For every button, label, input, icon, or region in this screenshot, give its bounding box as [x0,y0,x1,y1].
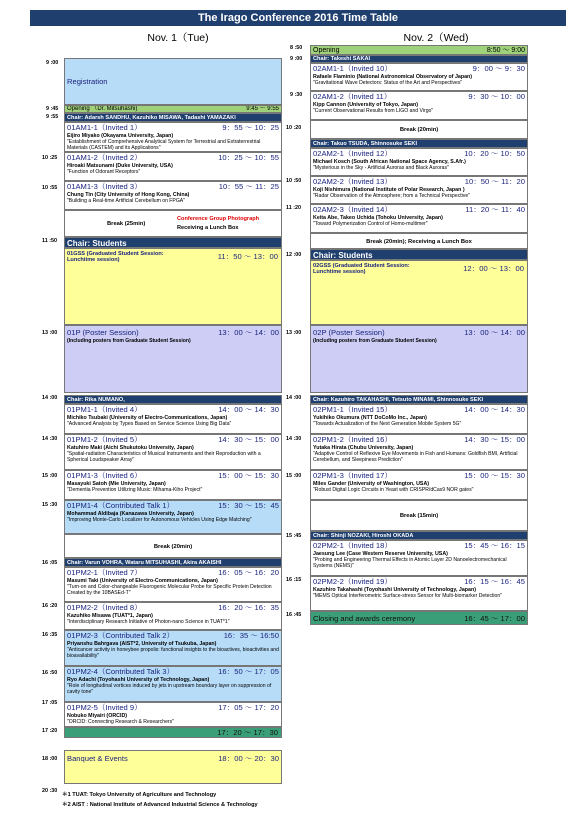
closing-block [310,611,528,625]
chair-bar: Chair: Takuo TSUDA, Shinnosuke SEKI [310,139,528,148]
lunchbox-label: Receiving a Lunch Box [177,225,239,231]
talk-time: 9：55 ～ 10：25 [222,123,279,132]
time-label: 10 :55 [42,185,58,191]
time-label: 15 :00 [286,473,302,479]
footnote-2: ＊2 AIST : National Institute of Advanced Industrial Science & Technology [62,802,258,808]
time-label: 16 :20 [42,603,58,609]
talk-02AM1-1 [310,63,528,91]
chair-bar: Chair: Rika NUMANO, [64,395,282,404]
talk-01PM1-2 [64,434,282,470]
speaker: Masumi Taki (University of Electro-Communications, Japan) [67,577,218,584]
time-label: 8 :50 [290,45,303,51]
talk-01PM2-3 [64,630,282,666]
talk-title: "Interdisciplinary Research Initiative of Photon-nano Science in TUAT*1" [67,618,230,625]
talk-02AM2-1 [310,148,528,176]
break-block: Break (20min) [64,534,282,558]
opening-time: 9:45 ～ 9:55 [246,106,279,112]
time-label: 10 :50 [286,178,302,184]
talk-02AM1-2 [310,91,528,120]
talk-time: 10：50 ～ 11：20 [464,177,525,186]
banquet-time: 18：00 ～ 20：30 [218,754,279,763]
talk-title: "Advanced Analysis by Types Based on Service Science Using Big Data" [67,420,232,427]
talk-title: "Role of longitudinal vortices induced by jets in upstream boundary layer on suppression of cavity tone" [67,682,272,695]
talk-time: 15：45 ～ 16：15 [464,541,525,550]
talk-title: "Function of Odorant Receptors" [67,168,141,175]
talk-title: "Building a Real-time Artificial Cerebellum on FPGA" [67,197,185,204]
time-label: 15 :30 [42,502,58,508]
poster-sub: (Including posters from Graduate Student Session) [313,337,437,344]
talk-01PM2-1 [64,567,282,602]
talk-02PM1-2 [310,434,528,470]
talk-id: 02PM2-2（Invited 19） [313,577,392,586]
talk-id: 01PM2-2（Invited 8） [67,603,142,612]
talk-title: "Spatial-radiation Characteristics of Musical Instruments and their Reproduction with a Spherical Loudspeaker Array" [67,450,261,463]
time-label: 16 :50 [42,670,58,676]
talk-id: 02PM1-2（Invited 16） [313,435,392,444]
talk-01PM1-4 [64,500,282,534]
talk-02AM2-2 [310,176,528,204]
speaker: Kipp Cannon (University of Tokyo, Japan) [313,101,418,108]
talk-time: 11：20 ～ 11：40 [465,205,525,214]
speaker: Hiroaki Matsunami (Duke University, USA) [67,162,173,169]
time-label: 16 :15 [286,577,302,583]
talk-title: "Mysterious in the Sky - Artificial Auroras and Black Auroras" [313,164,449,171]
talk-id: 01PM2-3（Contributed Talk 2） [67,631,175,640]
time-label: 9 :00 [46,60,59,66]
time-label: 17 :05 [42,700,58,706]
time-label: 16 :05 [42,560,58,566]
banquet-block [64,750,282,784]
closing-time: 16：45 ～ 17：00 [464,614,525,623]
talk-time: 9：00 ～ 9：30 [472,64,525,73]
time-label: 14 :30 [42,436,58,442]
speaker: Jaesung Lee (Case Western Reserve University, USA) [313,550,448,557]
gss-block [310,260,528,325]
talk-id: 01AM1-1（Invited 1） [67,123,142,132]
break-block [64,210,282,237]
opening-time: 8:50 ～ 9:00 [486,47,525,54]
speaker: Miles Gander (University of Washington, USA) [313,480,430,487]
speaker: Yukihiko Okumura (NTT DoCoMo Inc., Japan) [313,414,427,421]
talk-time: 14：30 ～ 15：00 [464,435,525,444]
poster-time: 13：00 ～ 14：00 [218,328,279,337]
talk-title: "Gravitational Wave Detectors: Status of the Art and Perspectives" [313,79,463,86]
talk-title: "Establishment of Comprehensive Analytical System for Terrestrial and Extraterrestrial Materials (CASTEM) and its Applications" [67,138,261,151]
talk-01AM1-1 [64,122,282,152]
time-label: 16 :45 [286,612,302,618]
registration-label: Registration [67,77,108,86]
talk-title: "MEMS Optical Interferometric Surface-stress Sensor for Multi-biomarker Detection" [313,592,503,599]
time-label: 11 :50 [42,238,57,244]
chair-bar: Chair: Students [310,249,528,260]
speaker: Mohammad Aldibaja (Kanazawa University, Japan) [67,510,194,517]
talk-time: 10：20 ～ 10：50 [464,149,525,158]
talk-title: "Improving Monte-Carlo Localizer for Autonomous Vehicles Using Edge Matching" [67,516,252,523]
talk-01PM1-1 [64,404,282,434]
talk-id: 02PM2-1（Invited 18） [313,541,392,550]
talk-02PM2-2 [310,576,528,611]
opening-label: Opening （Dr. Mitsuhashi) [67,106,138,112]
break-label: Break (25min) [107,221,146,227]
talk-id: 02AM1-2（Invited 11） [313,92,392,101]
talk-02PM2-1 [310,540,528,576]
time-label: 15 :45 [286,533,302,539]
talk-title: "Dementia Prevention Utilizing Music: Mihama-Kiho Project" [67,486,203,493]
speaker: Nobuko Miyairi (ORCID) [67,712,128,719]
time-label: 9 :00 [290,56,303,62]
time-label: 14 :00 [286,395,302,401]
talk-id: 01PM1-1（Invited 4） [67,405,142,414]
talk-time: 15：00 ～ 15：30 [464,471,525,480]
speaker: Keita Abe, Takeo Uchida (Tohoku University, Japan) [313,214,443,221]
talk-time: 14：30 ～ 15：00 [218,435,279,444]
opening-label: Opening [313,47,340,54]
poster-block [64,325,282,393]
time-label: 9 :30 [290,92,303,98]
talk-time: 16：15 ～ 16：45 [464,577,525,586]
speaker: Ryo Adachi (Toyohashi University of Technology, Japan) [67,676,210,683]
speaker: Kazuhiro Takahashi (Toyohashi University of Technology, Japan) [313,586,476,593]
talk-time: 14：00 ～ 14：30 [464,405,525,414]
talk-id: 01PM2-5（Invited 9） [67,703,142,712]
break-block: Break (20min) [310,120,528,139]
talk-01PM2-5 [64,702,282,727]
talk-02AM2-3 [310,204,528,233]
time-label: 10 :25 [42,155,58,161]
talk-title: "Anticancer activity in honeybee propolis: functional insights to the bioactives, bioactivities and bioavailability" [67,646,279,659]
gss-label: 01GSS (Graduated Student Session: Lunchtime session) [67,251,164,264]
talk-id: 02AM1-1（Invited 10） [313,64,392,73]
poster-label: 02P (Poster Session) [313,328,385,337]
speaker: Chung Tin (City University of Hong Kong, China) [67,191,190,198]
talk-time: 14：00 ～ 14：30 [218,405,279,414]
break-block: Break (15min) [310,500,528,531]
time-label: 18 :00 [42,756,58,762]
interval-block [64,727,282,738]
speaker: Katuhiro Maki (Aichi Shukutoku University, Japan) [67,444,194,451]
talk-title: "Towards Actualization of the Next Generation Mobile System 5G" [313,420,462,427]
talk-time: 10：25 ～ 10：55 [218,153,279,162]
talk-01PM2-4 [64,666,282,702]
talk-time: 16：05 ～ 16：20 [218,568,279,577]
time-label: 12 :00 [286,252,302,258]
time-label: 13 :00 [42,330,58,336]
chair-bar: Chair: Adarsh SANDHU, Kazuhiko MISAWA, Tadashi YAMAZAKI [64,113,282,122]
time-label: 14 :00 [42,395,58,401]
talk-title: "ORCID: Connecting Research & Researchers" [67,718,174,725]
talk-id: 02AM2-1（Invited 12） [313,149,392,158]
gss-label: 02GSS (Graduated Student Session: Lunchtime session) [313,263,410,276]
talk-id: 01PM1-3（Invited 6） [67,471,142,480]
talk-id: 01AM1-2（Invited 2） [67,153,142,162]
footnote-1: ＊1 TUAT: Tokyo University of Agriculture and Technology [62,792,217,798]
time-label: 9 :45 [46,106,59,112]
speaker: Masayuki Satoh (Mie University, Japan) [67,480,166,487]
talk-time: 9：30 ～ 10：00 [468,92,525,101]
opening-block [310,45,528,55]
speaker: Eijiro Miyako (Okayama University, Japan) [67,132,174,139]
talk-02PM1-1 [310,404,528,434]
talk-time: 16：50 ～ 17：05 [218,667,279,676]
day1-header: Nov. 1（Tue) [147,32,209,44]
time-label: 13 :00 [286,330,302,336]
day2-header: Nov. 2（Wed) [403,32,469,44]
talk-01PM2-2 [64,602,282,630]
talk-id: 02AM2-2（Invited 13） [313,177,392,186]
poster-time: 13：00 ～ 14：00 [464,328,525,337]
talk-id: 02PM1-3（Invited 17） [313,471,392,480]
talk-id: 01PM1-2（Invited 5） [67,435,142,444]
time-label: 20 :30 [42,788,58,794]
talk-01AM1-3 [64,181,282,210]
registration-block [64,58,282,105]
time-label: 17 :20 [42,728,58,734]
talk-title: "Current Observational Results from LIGO and Virgo" [313,107,434,114]
talk-time: 17：05 ～ 17：20 [218,703,279,712]
talk-time: 15：00 ～ 15：30 [218,471,279,480]
talk-title: "Adaptive Control of Reflexive Eye Movements in Fish and Humans: Goldfish BMI, Artificial Cerebellum, and Sleepiness Prediction" [313,450,518,463]
gss-time: 12：00 ～ 13：00 [463,264,524,273]
chair-bar: Chair: Varun VOHRA, Wataru MITSUHASHI, Akira AKAISHI [64,558,282,567]
page-title: The Irago Conference 2016 Time Table [30,10,566,26]
poster-block [310,325,528,393]
talk-01PM1-3 [64,470,282,500]
talk-title: "Probing and Engineering Thermal Effects in Atomic Layer 2D Nanoelectromechanical Systems (NEMS)" [313,556,507,569]
poster-label: 01P (Poster Session) [67,328,139,337]
talk-title: "Toward Polymerization Control of Homo-multimer" [313,220,428,227]
photo-label: Conference Group Photograph [177,216,260,222]
talk-time: 15：30 ～ 15：45 [218,501,279,510]
talk-01AM1-2 [64,152,282,181]
time-label: 16 :35 [42,632,58,638]
talk-id: 02AM2-3（Invited 14） [313,205,392,214]
chair-bar: Chair: Takeshi SAKAI [310,55,528,63]
interval-time: 17：20 ～ 17：30 [217,728,278,737]
talk-time: 16：20 ～ 16：35 [218,603,279,612]
chair-bar: Chair: Students [64,237,282,248]
time-label: 10 :20 [286,125,302,131]
speaker: Rafaele Flaminio (National Astronomical Observatory of Japan) [313,73,473,80]
opening-block [64,105,282,113]
chair-bar: Chair: Kazuhiro TAKAHASHI, Tetsuto MINAMI, Shinnosuke SEKI [310,395,528,404]
speaker: Priyanshu Bahrgava (AIST*2, University of Tsukuba, Japan) [67,640,217,647]
gss-block [64,248,282,325]
speaker: Michiko Tsubaki (University of Electro-Communications, Japan) [67,414,228,421]
time-label: 9 :55 [46,114,59,120]
closing-label: Closing and awards ceremony [313,614,416,623]
talk-02PM1-3 [310,470,528,500]
time-label: 14 :30 [286,436,302,442]
talk-title: "Radar Observation of the Atmosphere; from a Technical Perspective" [313,192,470,199]
talk-title: "Robust Digital Logic Circuits in Yeast with CRISPR/dCas9 NOR gates" [313,486,474,493]
gss-time: 11：50 ～ 13：00 [217,252,278,261]
speaker: Koji Nishimura (National Institute of Polar Research, Japan ) [313,186,465,193]
banquet-label: Banquet & Events [67,754,128,763]
time-label: 15 :00 [42,473,58,479]
speaker: Michael Kosch (South African National Space Agency, S.Afr.) [313,158,466,165]
talk-id: 02PM1-1（Invited 15） [313,405,392,414]
speaker: Yutaka Hirata (Chubu University, Japan) [313,444,414,451]
talk-id: 01PM2-1（Invited 7） [67,568,142,577]
poster-sub: (Including posters from Graduate Student Session) [67,337,191,344]
talk-time: 10：55 ～ 11：25 [218,182,279,191]
chair-bar: Chair: Shinji NOZAKI, Hiroshi OKADA [310,531,528,540]
speaker: Kazuhiko Misawa (TUAT*1, Japan) [67,612,153,619]
talk-id: 01PM2-4（Contributed Talk 3） [67,667,175,676]
time-label: 11 :20 [286,205,301,211]
talk-title: "Turn-on and Color-changeable Fluorogenic Molecular Probe for Specific Protein Detection Created by the 10BASEd-T" [67,583,272,596]
talk-id: 01PM1-4（Contributed Talk 1） [67,501,175,510]
talk-time: 16：35 ～ 16:50 [223,631,279,640]
break-block: Break (20min); Receiving a Lunch Box [310,233,528,249]
talk-id: 01AM1-3（Invited 3） [67,182,142,191]
